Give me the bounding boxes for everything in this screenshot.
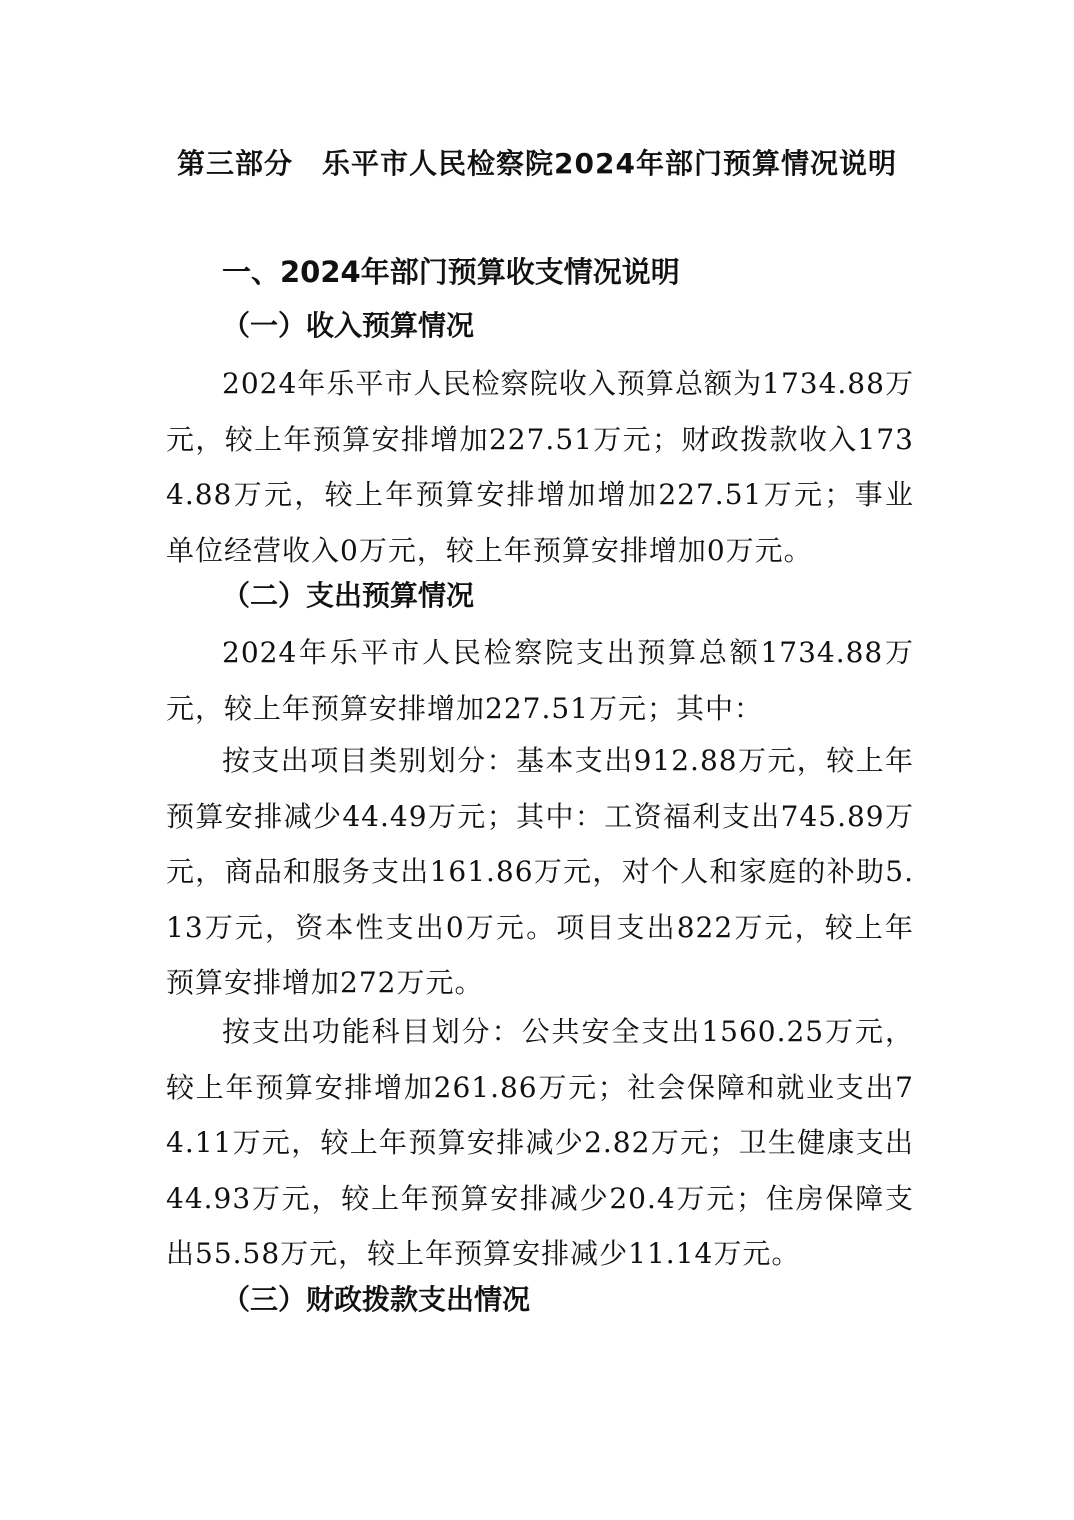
paragraph-expenditure-total: 2024年乐平市人民检察院支出预算总额1734.88万元，较上年预算安排增加227.51万元；其中：	[166, 636, 914, 725]
paragraph-income-budget: 2024年乐平市人民检察院收入预算总额为1734.88万元，较上年预算安排增加227.51万元；财政拨款收入1734.88万元，较上年预算安排增加增加227.51万元；事业单位经营收入0万元，较上年预算安排增加0万元。	[166, 367, 914, 567]
section-heading-budget-overview: 一、2024年部门预算收支情况说明	[222, 255, 680, 289]
subsection-heading-expenditure: （二）支出预算情况	[222, 579, 475, 612]
paragraph-expenditure-by-category: 按支出项目类别划分：基本支出912.88万元，较上年预算安排减少44.49万元；其中：工资福利支出745.89万元，商品和服务支出161.86万元，对个人和家庭的补助5.13万元，资本性支出0万元。项目支出822万元，较上年预算安排增加272万元。	[166, 744, 914, 999]
document-title: 第三部分 乐平市人民检察院2024年部门预算情况说明	[177, 147, 897, 180]
subsection-heading-income: （一）收入预算情况	[222, 309, 475, 342]
subsection-heading-fiscal-appropriation: （三）财政拨款支出情况	[222, 1283, 531, 1316]
paragraph-expenditure-by-function: 按支出功能科目划分：公共安全支出1560.25万元，较上年预算安排增加261.86万元；社会保障和就业支出74.11万元，较上年预算安排减少2.82万元；卫生健康支出44.93万元，较上年预算安排减少20.4万元；住房保障支出55.58万元，较上年预算安排减少11.14万元。	[166, 1015, 914, 1270]
